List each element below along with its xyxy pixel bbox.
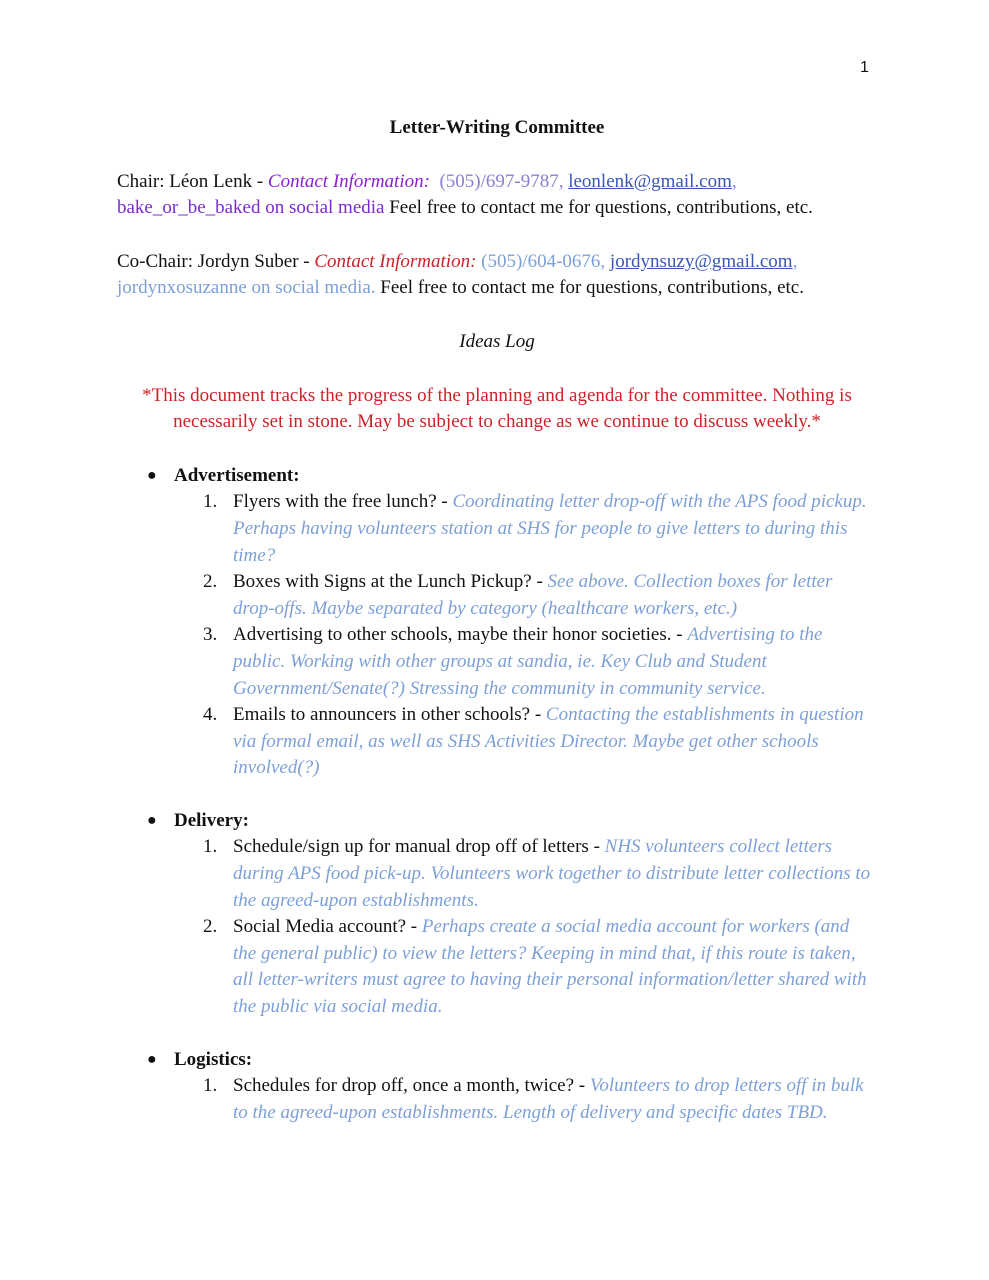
co-chair-message: Feel free to contact me for questions, contributions, etc. bbox=[375, 277, 804, 299]
document-body bbox=[117, 115, 877, 1126]
ideas-list bbox=[117, 489, 877, 782]
item-number: 2. bbox=[203, 916, 218, 938]
chair-email-link[interactable]: leonlenk@gmail.com bbox=[568, 170, 732, 192]
item-number: 3. bbox=[203, 624, 218, 646]
item-text: Flyers with the free lunch? - bbox=[233, 491, 453, 513]
page-number: 1 bbox=[860, 59, 869, 76]
co-chair-contact bbox=[117, 249, 877, 302]
list-item bbox=[117, 914, 877, 1020]
ideas-list bbox=[117, 834, 877, 1020]
list-item bbox=[117, 702, 877, 782]
section-logistics bbox=[117, 1047, 877, 1127]
list-item bbox=[117, 834, 877, 914]
item-note: Advertising to the public. Working with other groups at sandia, ie. Key Club and Student Government/Senate(?) Stressing the community in community service. bbox=[233, 624, 823, 699]
item-note: Contacting the establishments in question via formal email, as well as SHS Activities Director. Maybe get other schools involved(?) bbox=[233, 704, 864, 779]
list-item bbox=[117, 622, 877, 702]
item-text: Schedule/sign up for manual drop off of letters - bbox=[233, 836, 605, 858]
item-note: NHS volunteers collect letters during APS food pick-up. Volunteers work together to distribute letter collections to the agreed-upon establishments. bbox=[233, 836, 871, 911]
co-chair-contact-label: Contact Information: bbox=[314, 250, 477, 272]
item-number: 1. bbox=[203, 491, 218, 513]
section-delivery bbox=[117, 808, 877, 1021]
sections-list bbox=[117, 463, 877, 1127]
co-chair-label: Co-Chair: Jordyn Suber - bbox=[117, 250, 315, 272]
section-heading-text: Delivery: bbox=[174, 809, 249, 831]
item-note: See above. Collection boxes for letter drop-offs. Maybe separated by category (healthcare workers, etc.) bbox=[233, 571, 833, 619]
section-heading bbox=[117, 1047, 877, 1074]
co-chair-phone: (505)/604-0676, bbox=[481, 250, 606, 272]
item-note: Coordinating letter drop-off with the APS food pickup. Perhaps having volunteers station at SHS for people to give letters to during this time? bbox=[233, 491, 867, 566]
item-text: Social Media account? - bbox=[233, 916, 422, 938]
item-text: Advertising to other schools, maybe their honor societies. - bbox=[233, 624, 688, 646]
item-note: Perhaps create a social media account for workers (and the general public) to view the letters? Keeping in mind that, if this route is taken, all letter-writers must agree to having their personal information/letter shared with the public via social media. bbox=[233, 916, 867, 1018]
co-chair-email-comma: , bbox=[792, 250, 798, 272]
section-heading bbox=[117, 808, 877, 835]
section-heading-text: Logistics: bbox=[174, 1048, 253, 1070]
item-number: 2. bbox=[203, 571, 218, 593]
ideas-log-subtitle: Ideas Log bbox=[459, 330, 535, 352]
item-text: Schedules for drop off, once a month, twice? - bbox=[233, 1075, 590, 1097]
disclaimer-notice: *This document tracks the progress of the planning and agenda for the committee. Nothing is necessarily set in stone. May be subject to change as we continue to discuss weekly.* bbox=[142, 384, 852, 433]
item-number: 4. bbox=[203, 704, 218, 726]
section-heading bbox=[117, 463, 877, 490]
item-number: 1. bbox=[203, 836, 218, 858]
bullet-icon: ● bbox=[147, 466, 157, 484]
document-title: Letter-Writing Committee bbox=[389, 117, 605, 138]
chair-label: Chair: Léon Lenk - bbox=[117, 170, 268, 192]
co-chair-social: jordynxosuzanne on social media. bbox=[117, 277, 376, 299]
item-note: Volunteers to drop letters off in bulk to the agreed-upon establishments. Length of delivery and specific dates TBD. bbox=[233, 1075, 864, 1123]
bullet-icon: ● bbox=[147, 811, 157, 829]
chair-contact-label: Contact Information: bbox=[267, 170, 430, 192]
ideas-list bbox=[117, 1073, 877, 1126]
bullet-icon: ● bbox=[147, 1050, 157, 1068]
list-item bbox=[117, 489, 877, 569]
chair-social: bake_or_be_baked on social media bbox=[117, 197, 385, 219]
section-advertisement bbox=[117, 463, 877, 782]
chair-contact bbox=[117, 169, 877, 222]
list-item bbox=[117, 1073, 877, 1126]
chair-message: Feel free to contact me for questions, contributions, etc. bbox=[384, 197, 813, 219]
item-text: Emails to announcers in other schools? - bbox=[233, 704, 546, 726]
item-text: Boxes with Signs at the Lunch Pickup? - bbox=[233, 571, 548, 593]
list-item bbox=[117, 569, 877, 622]
co-chair-email-link[interactable]: jordynsuzy@gmail.com bbox=[609, 250, 793, 272]
item-number: 1. bbox=[203, 1075, 218, 1097]
section-heading-text: Advertisement: bbox=[174, 464, 300, 486]
chair-phone: (505)/697-9787, bbox=[439, 170, 564, 192]
chair-email-comma: , bbox=[731, 170, 737, 192]
